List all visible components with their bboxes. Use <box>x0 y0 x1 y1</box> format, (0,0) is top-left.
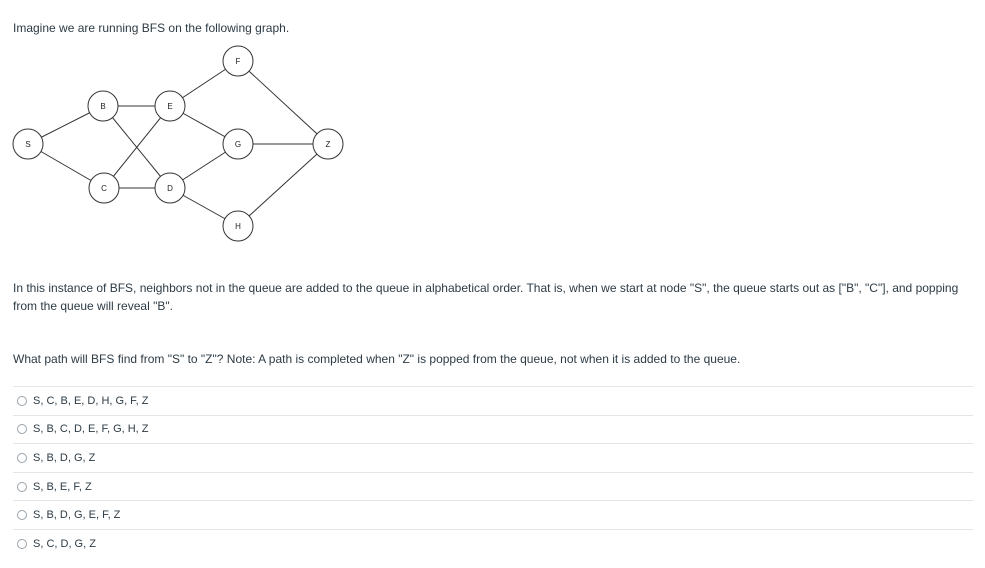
graph-node-e <box>155 91 185 121</box>
answer-list <box>13 386 973 558</box>
question-intro: Imagine we are running BFS on the following graph. <box>13 21 290 35</box>
question-prompt: What path will BFS find from "S" to "Z"? Note: A path is completed when "Z" is popped from the queue, not when it is added to the queue. <box>13 352 741 366</box>
node-h-label: H <box>235 222 241 231</box>
graph-node-c <box>89 173 119 203</box>
node-d-label: D <box>167 184 173 193</box>
node-g-label: G <box>234 140 242 149</box>
node-f-label: F <box>235 57 241 66</box>
node-z-label: Z <box>325 140 331 149</box>
bfs-graph <box>0 40 360 250</box>
answer-label: S, B, D, G, E, F, Z <box>33 509 121 522</box>
answer-option-6[interactable] <box>13 529 973 558</box>
graph-node-b <box>88 91 118 121</box>
node-b-label: B <box>100 102 106 111</box>
node-s-label: S <box>25 140 31 149</box>
answer-label: S, C, D, G, Z <box>33 537 96 550</box>
answer-option-3[interactable] <box>13 443 973 472</box>
edge-h-z <box>238 144 328 226</box>
graph-node-h <box>223 211 253 241</box>
radio-button-icon[interactable] <box>17 453 27 463</box>
answer-label: S, B, D, G, Z <box>33 451 96 464</box>
radio-button-icon[interactable] <box>17 424 27 434</box>
graph-node-g <box>223 129 253 159</box>
answer-label: S, B, E, F, Z <box>33 480 92 493</box>
answer-option-1[interactable] <box>13 386 973 415</box>
answer-option-2[interactable] <box>13 415 973 444</box>
bfs-instance-description: In this instance of BFS, neighbors not in the queue are added to the queue in alphabetical order. That is, when we start at node "S", the queue starts out as ["B", "C"], and popping from the queue will reveal "B". <box>13 281 959 313</box>
graph-node-d <box>155 173 185 203</box>
node-c-label: C <box>101 184 107 193</box>
graph-node-s <box>13 129 43 159</box>
radio-button-icon[interactable] <box>17 539 27 549</box>
answer-label: S, B, C, D, E, F, G, H, Z <box>33 423 149 436</box>
graph-node-z <box>313 129 343 159</box>
edge-f-z <box>238 61 328 144</box>
radio-button-icon[interactable] <box>17 482 27 492</box>
answer-option-5[interactable] <box>13 500 973 529</box>
answer-option-4[interactable] <box>13 472 973 501</box>
answer-label: S, C, B, E, D, H, G, F, Z <box>33 394 149 407</box>
radio-button-icon[interactable] <box>17 510 27 520</box>
graph-node-f <box>223 46 253 76</box>
node-e-label: E <box>167 102 173 111</box>
radio-button-icon[interactable] <box>17 396 27 406</box>
